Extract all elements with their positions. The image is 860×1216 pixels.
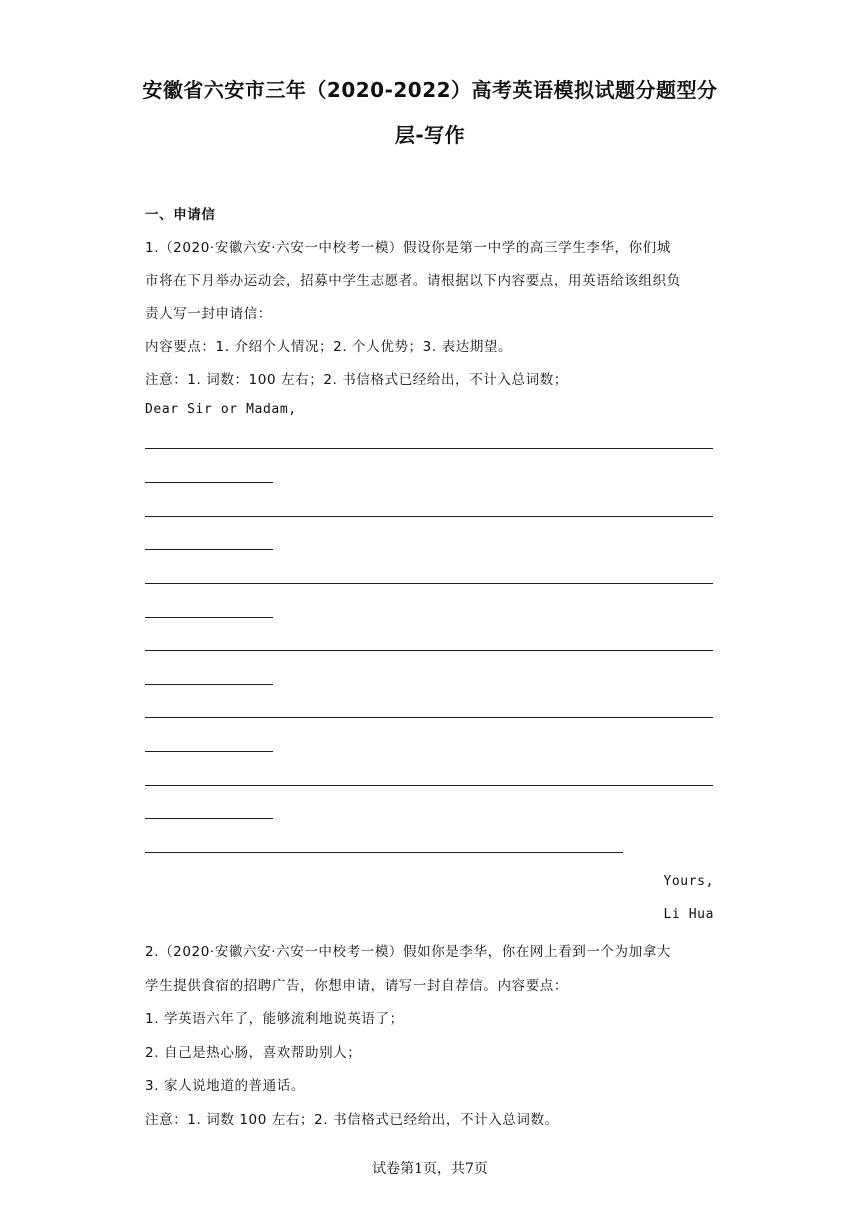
question-2-item-1: 1. 学英语六年了，能够流利地说英语了； <box>145 1011 404 1027</box>
answer-line[interactable] <box>145 583 713 584</box>
answer-line[interactable] <box>145 650 713 651</box>
answer-line[interactable] <box>145 684 273 685</box>
question-2-text-line-1: 2.（2020·安徽六安·六安一中校考一模）假如你是李华，你在网上看到一个为加拿大 <box>145 944 671 960</box>
answer-line[interactable] <box>145 751 273 752</box>
question-2-item-2: 2. 自己是热心肠，喜欢帮助别人； <box>145 1045 362 1061</box>
answer-line[interactable] <box>145 785 713 786</box>
question-1-content-points: 内容要点：1. 介绍个人情况；2. 个人优势；3. 表达期望。 <box>145 339 513 355</box>
question-1-text-line-2: 市将在下月举办运动会，招募中学生志愿者。请根据以下内容要点，用英语给该组织负 <box>145 273 681 289</box>
question-2-item-3: 3. 家人说地道的普通话。 <box>145 1078 305 1094</box>
question-1-note: 注意：1. 词数：100 左右；2. 书信格式已经给出，不计入总词数； <box>145 372 568 388</box>
letter-salutation: Dear Sir or Madam, <box>145 402 297 417</box>
question-1-text-line-1: 1.（2020·安徽六安·六安一中校考一模）假设你是第一中学的高三学生李华，你们城 <box>145 240 671 256</box>
answer-line[interactable] <box>145 852 623 853</box>
letter-closing: Yours, <box>663 874 714 889</box>
section-heading: 一、申请信 <box>145 207 216 223</box>
page-title-line-2: 层-写作 <box>394 123 466 147</box>
answer-line[interactable] <box>145 617 273 618</box>
answer-line[interactable] <box>145 549 273 550</box>
answer-line[interactable] <box>145 717 713 718</box>
question-2-note: 注意：1. 词数 100 左右；2. 书信格式已经给出，不计入总词数。 <box>145 1112 559 1128</box>
answer-line[interactable] <box>145 448 713 449</box>
answer-line[interactable] <box>145 482 273 483</box>
answer-line[interactable] <box>145 516 713 517</box>
page-title-line-1: 安徽省六安市三年（2020-2022）高考英语模拟试题分题型分 <box>142 78 718 102</box>
question-2-text-line-2: 学生提供食宿的招聘广告，你想申请，请写一封自荐信。内容要点： <box>145 978 568 994</box>
page-footer: 试卷第1页，共7页 <box>372 1161 488 1177</box>
letter-signature: Li Hua <box>663 907 714 922</box>
question-1-text-line-3: 责人写一封申请信： <box>145 306 272 322</box>
answer-line[interactable] <box>145 818 273 819</box>
